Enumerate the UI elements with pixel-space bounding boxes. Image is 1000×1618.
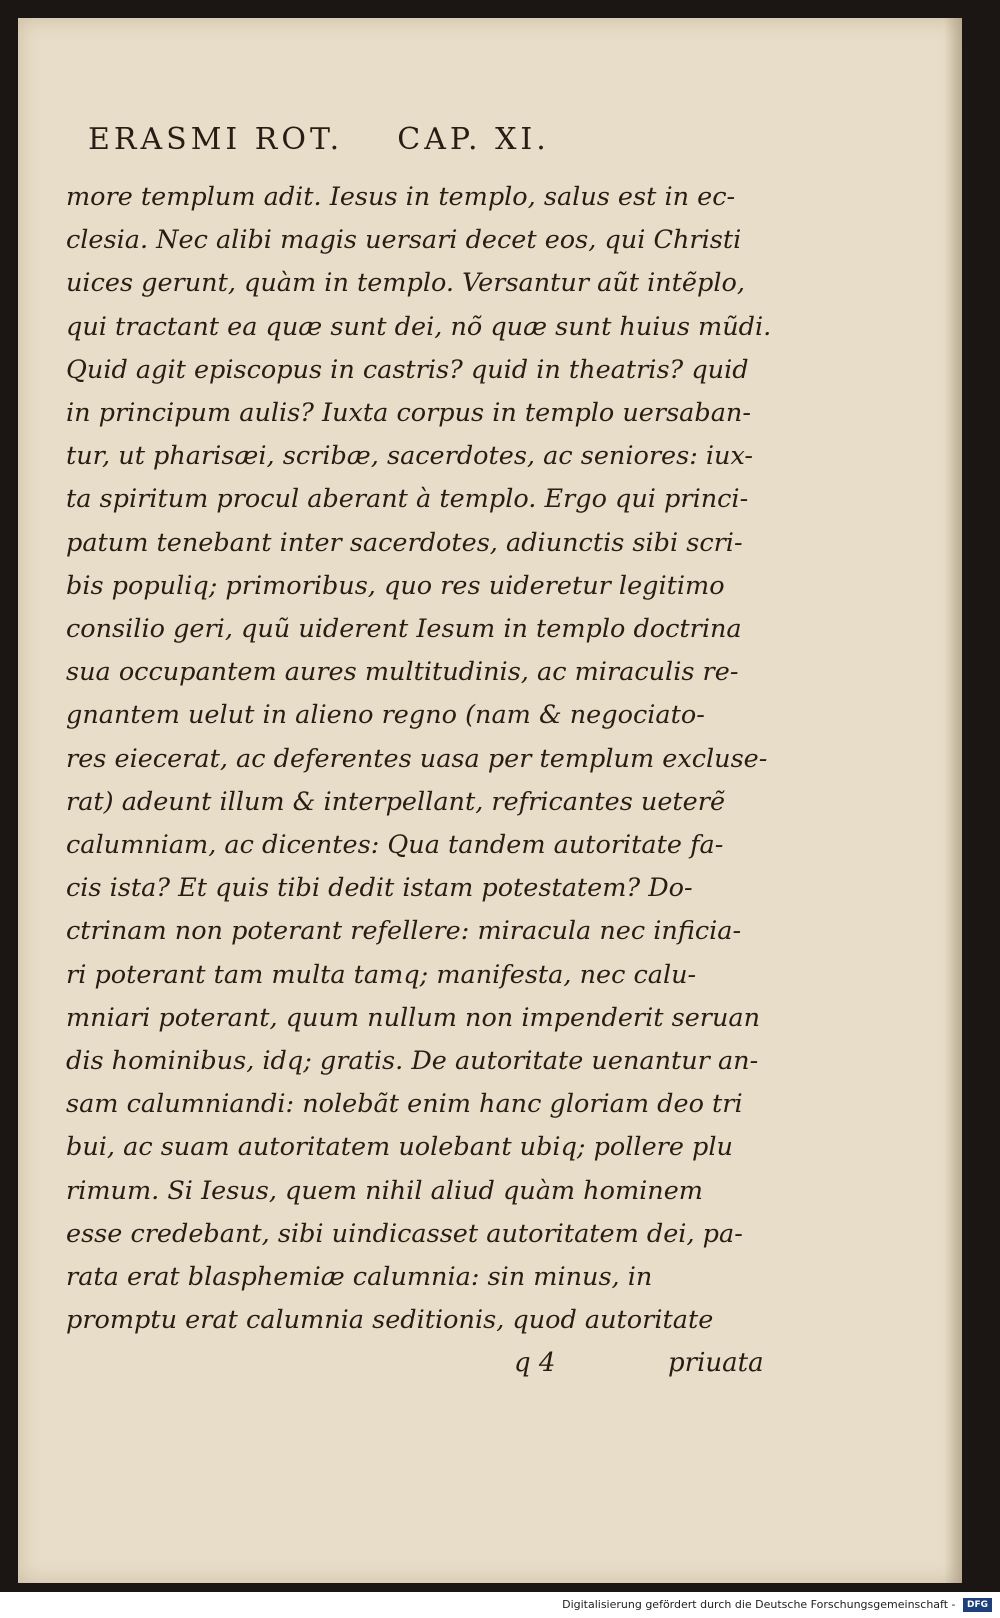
text-line: consilio geri, quũ uiderent Iesum in templo doctrina xyxy=(66,614,742,645)
text-line: dis hominibus, idq; gratis. De autoritate uenantur an- xyxy=(66,1046,759,1077)
text-line: esse credebant, sibi uindicasset autoritatem dei, pa- xyxy=(66,1218,743,1249)
dfg-logo: DFG xyxy=(963,1598,992,1612)
text-line: bui, ac suam autoritatem uolebant ubiq; pollere plu xyxy=(66,1132,733,1163)
text-line: sam calumniandi: nolebãt enim hanc gloriam deo tri xyxy=(66,1089,743,1120)
text-line: in principum aulis? Iuxta corpus in templo uersaban- xyxy=(66,398,751,429)
text-line: cis ista? Et quis tibi dedit istam potestatem? Do- xyxy=(66,873,693,904)
credit-text: Digitalisierung gefördert durch die Deutsche Forschungsgemeinschaft - xyxy=(562,1598,956,1611)
text-line: calumniam, ac dicentes: Qua tandem autoritate fa- xyxy=(66,830,724,861)
text-line: rat) adeunt illum & interpellant, refricantes ueterẽ xyxy=(66,786,726,817)
text-line: clesia. Nec alibi magis uersari decet eos, qui Christi xyxy=(66,225,742,256)
text-line: tur, ut pharisæi, scribæ, sacerdotes, ac seniores: iux- xyxy=(66,441,754,472)
text-line: mniari poterant, quum nullum non impenderit seruan xyxy=(66,1002,761,1033)
text-line: ta spiritum procul aberant à templo. Ergo qui princi- xyxy=(66,484,749,515)
text-line: more templum adit. Iesus in templo, salus est in ec- xyxy=(66,182,736,212)
body-text xyxy=(66,176,786,1342)
text-line: uices gerunt, quàm in templo. Versantur aũt intẽplo, xyxy=(66,268,745,299)
text-line: bis populiq; primoribus, quo res uideretur legitimo xyxy=(66,570,725,601)
text-line: res eiecerat, ac deferentes uasa per templum excluse- xyxy=(66,743,768,774)
text-line: patum tenebant inter sacerdotes, adiunctis sibi scri- xyxy=(66,527,743,558)
text-line: rata erat blasphemiæ calumnia: sin minus, in xyxy=(66,1262,653,1293)
signature-mark: q 4 xyxy=(514,1348,556,1378)
text-line: qui tractant ea quæ sunt dei, nõ quæ sunt huius mũdi. xyxy=(66,311,772,342)
running-head: ERASMI ROT. CAP. XI. xyxy=(88,122,550,157)
text-line: rimum. Si Iesus, quem nihil aliud quàm hominem xyxy=(66,1175,703,1206)
catchword: priuata xyxy=(668,1348,764,1378)
book-page xyxy=(18,18,962,1583)
text-line: gnantem uelut in alieno regno (nam & negociato- xyxy=(66,700,705,731)
text-line: ctrinam non poterant refellere: miracula nec inficia- xyxy=(66,916,742,947)
digitization-credit xyxy=(0,1592,1000,1618)
text-line: ri poterant tam multa tamq; manifesta, nec calu- xyxy=(66,959,697,990)
text-line: Quid agit episcopus in castris? quid in theatris? quid xyxy=(66,354,749,385)
page-footer xyxy=(18,1348,798,1388)
text-line: sua occupantem aures multitudinis, ac miraculis re- xyxy=(66,657,739,688)
text-line: promptu erat calumnia seditionis, quod autoritate xyxy=(66,1305,714,1336)
